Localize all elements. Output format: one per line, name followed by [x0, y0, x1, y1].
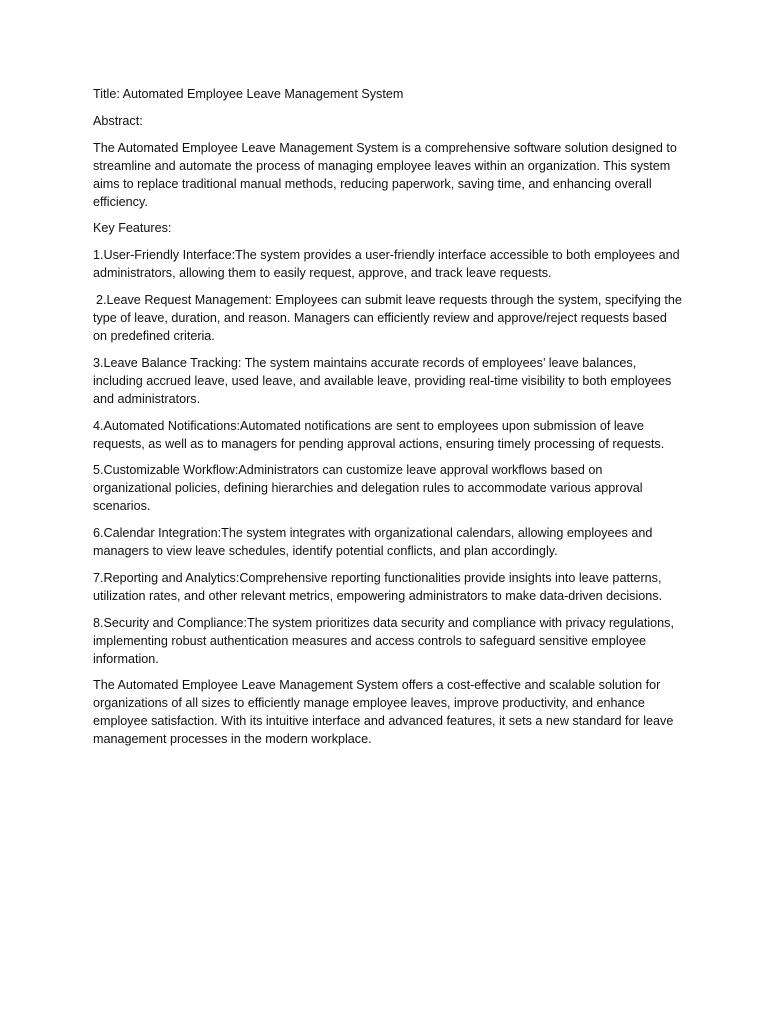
feature-item-automated-notifications: 4.Automated Notifications:Automated notifications are sent to employees upon submission of leave requests, as well as to managers for pending approval actions, ensuring timely processing of requests. — [93, 418, 665, 451]
conclusion-paragraph: The Automated Employee Leave Management System offers a cost-effective and scalable solution for organizations of all sizes to efficiently manage employee leaves, improve productivity, and enhance employee satisfaction. With its intuitive interface and advanced features, it sets a new standard for leave management processes in the modern workplace. — [93, 678, 674, 747]
feature-item-leave-request-management: 2.Leave Request Management: Employees can submit leave requests through the system, specifying the type of leave, duration, and reason. Managers can efficiently review and approve/reject requests based on predefined criteria. — [93, 293, 682, 343]
document-title: Title: Automated Employee Leave Management System — [93, 87, 404, 101]
abstract-paragraph: The Automated Employee Leave Management System is a comprehensive software solution designed to streamline and automate the process of managing employee leaves within an organization. This system aims to replace traditional manual methods, reducing paperwork, saving time, and enhancing overall efficiency. — [93, 140, 677, 209]
abstract-heading: Abstract: — [93, 113, 143, 128]
feature-item-reporting-analytics: 7.Reporting and Analytics:Comprehensive reporting functionalities provide insights into leave patterns, utilization rates, and other relevant metrics, empowering administrators to make data-driven decisions. — [93, 570, 663, 603]
feature-item-user-friendly-interface: 1.User-Friendly Interface:The system provides a user-friendly interface accessible to both employees and administrators, allowing them to easily request, approve, and track leave requests. — [93, 248, 680, 281]
document-body — [93, 86, 683, 758]
feature-item-security-compliance: 8.Security and Compliance:The system prioritizes data security and compliance with privacy regulations, implementing robust authentication measures and access controls to safeguard sensitive employee information. — [93, 615, 674, 666]
feature-item-calendar-integration: 6.Calendar Integration:The system integrates with organizational calendars, allowing employees and managers to view leave schedules, identify potential conflicts, and plan accordingly. — [93, 526, 653, 559]
feature-item-customizable-workflow: 5.Customizable Workflow:Administrators can customize leave approval workflows based on organizational policies, defining hierarchies and delegation rules to accommodate various approval scenarios. — [93, 463, 643, 514]
feature-item-leave-balance-tracking: 3.Leave Balance Tracking: The system maintains accurate records of employees’ leave balances, including accrued leave, used leave, and available leave, providing real-time visibility to both employees and administrators. — [93, 355, 672, 406]
key-features-heading: Key Features: — [93, 221, 172, 236]
